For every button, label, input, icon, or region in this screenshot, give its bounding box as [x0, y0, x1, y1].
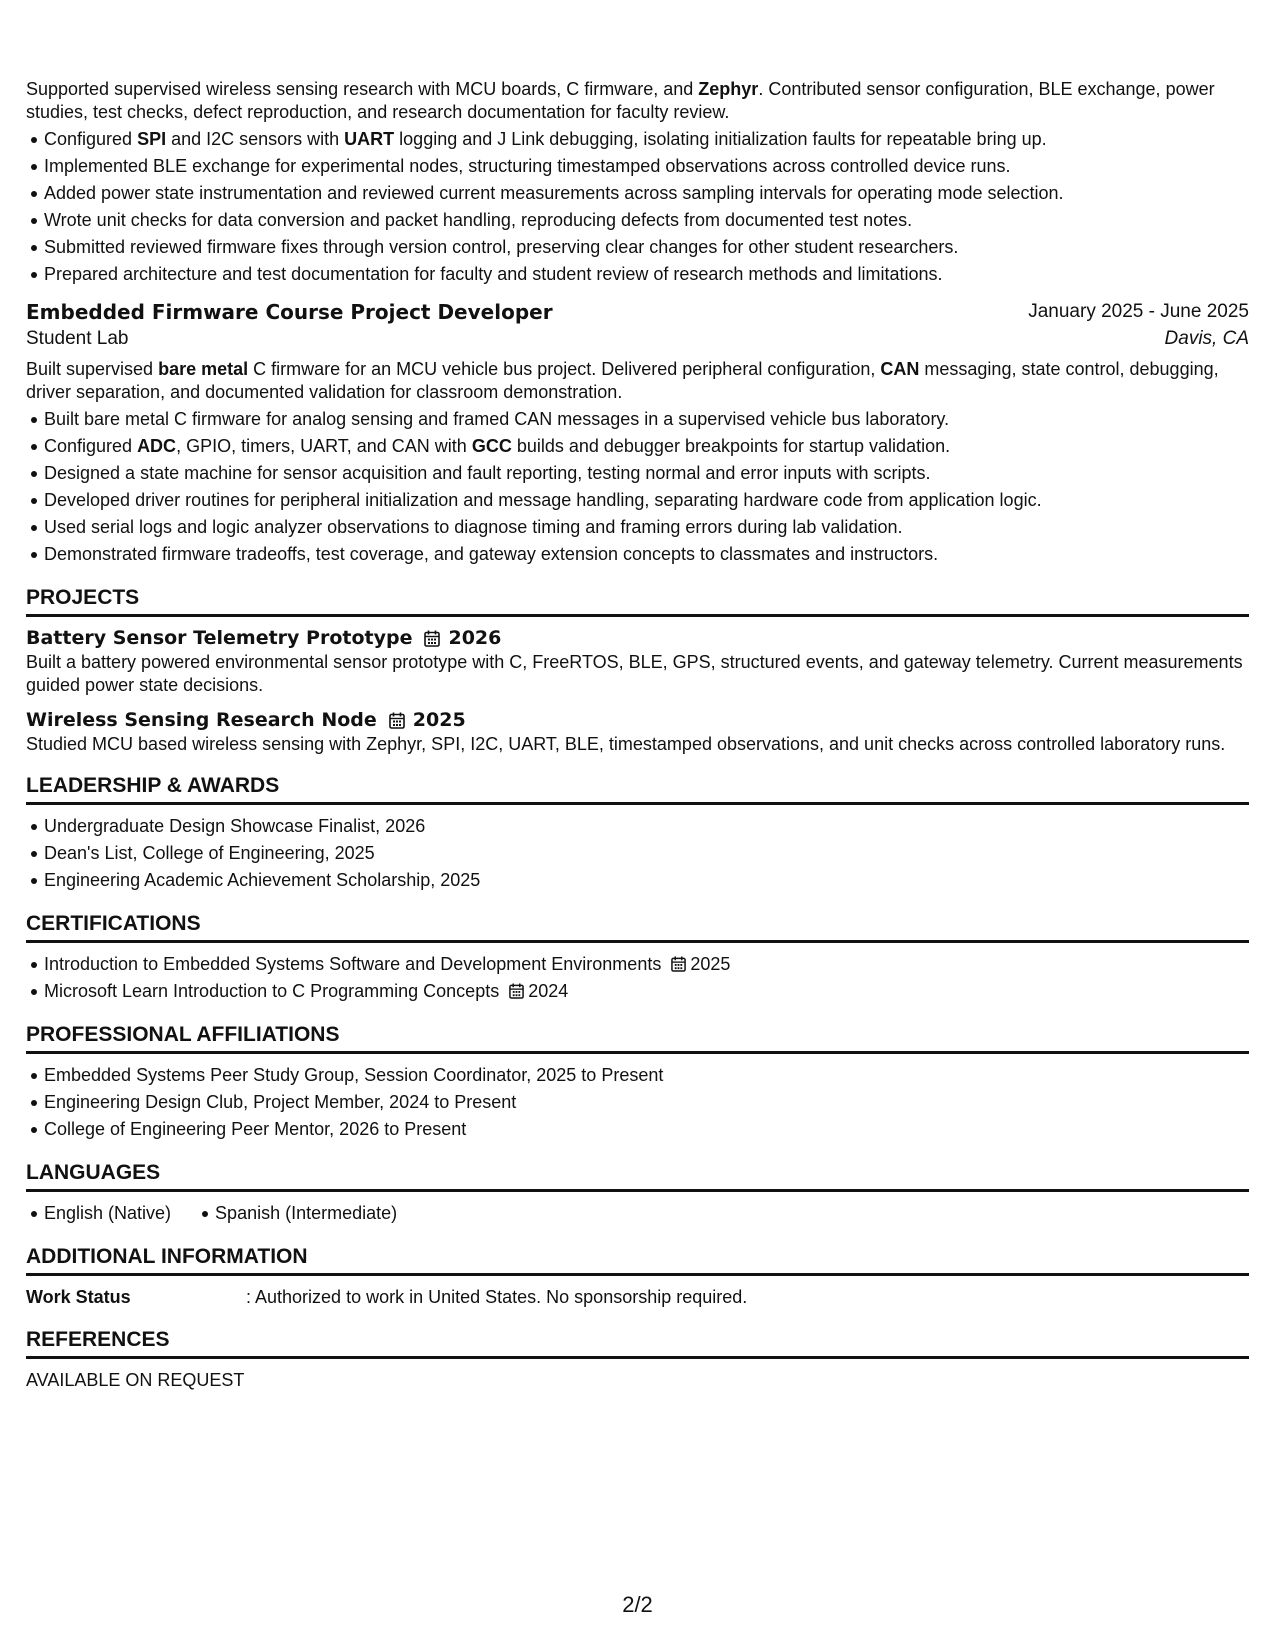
list-item: Dean's List, College of Engineering, 2025 — [44, 840, 1249, 867]
section-title: CERTIFICATIONS — [26, 910, 1249, 943]
experience-research — [26, 78, 1249, 288]
list-item: Embedded Systems Peer Study Group, Session Coordinator, 2025 to Present — [44, 1062, 1249, 1089]
bullet: Implemented BLE exchange for experimental nodes, structuring timestamped observations across controlled device runs. — [44, 153, 1249, 180]
bold-keyword: bare metal — [158, 359, 249, 379]
bullet: Developed driver routines for peripheral initialization and message handling, separating hardware code from application logic. — [44, 487, 1249, 514]
bullet: Prepared architecture and test documentation for faculty and student review of research methods and limitations. — [44, 261, 1249, 288]
calendar-icon — [509, 983, 524, 999]
project-header — [26, 625, 1249, 651]
info-label: Work Status — [26, 1287, 131, 1307]
bold-keyword: SPI — [137, 129, 167, 149]
certifications-section — [26, 910, 1249, 1005]
bold-keyword: ADC — [137, 436, 177, 456]
bullet: Configured ADC, GPIO, timers, UART, and CAN with GCC builds and debugger breakpoints for startup validation. — [44, 433, 1249, 460]
list-item: English (Native) — [44, 1200, 171, 1227]
leadership-list — [26, 813, 1249, 894]
section-title: LEADERSHIP & AWARDS — [26, 772, 1249, 805]
certification-year: 2025 — [690, 954, 731, 974]
certifications-list — [26, 951, 1249, 1005]
bullet: Wrote unit checks for data conversion and packet handling, reproducing defects from documented test notes. — [44, 207, 1249, 234]
certification-name: Introduction to Embedded Systems Software and Development Environments — [44, 954, 662, 974]
project-name: Battery Sensor Telemetry Prototype — [26, 627, 413, 649]
bullet: Configured SPI and I2C sensors with UART logging and J Link debugging, isolating initialization faults for repeatable bring up. — [44, 126, 1249, 153]
affiliations-list — [26, 1062, 1249, 1143]
list-item: College of Engineering Peer Mentor, 2026 to Present — [44, 1116, 1249, 1143]
bold-keyword: Zephyr — [698, 79, 759, 99]
leadership-section — [26, 772, 1249, 894]
languages-list — [26, 1200, 1249, 1227]
languages-section — [26, 1159, 1249, 1227]
bold-keyword: GCC — [471, 436, 512, 456]
list-item: Engineering Academic Achievement Scholarship, 2025 — [44, 867, 1249, 894]
project-year: 2026 — [448, 627, 502, 649]
job-location: Davis, CA — [1164, 328, 1249, 349]
calendar-icon — [389, 712, 405, 729]
projects-section — [26, 584, 1249, 756]
bullet: Submitted reviewed firmware fixes through version control, preserving clear changes for other student researchers. — [44, 234, 1249, 261]
bullet: Added power state instrumentation and reviewed current measurements across sampling intervals for operating mode selection. — [44, 180, 1249, 207]
calendar-icon — [671, 956, 686, 972]
experience-bullets — [26, 126, 1249, 288]
project-name: Wireless Sensing Research Node — [26, 709, 377, 731]
page-number: 2/2 — [622, 1592, 653, 1617]
section-title: PROJECTS — [26, 584, 1249, 617]
project-description: Built a battery powered environmental sensor prototype with C, FreeRTOS, BLE, GPS, structured events, and gateway telemetry. Current measurements guided power state decisions. — [26, 652, 1243, 695]
experience-course-project — [26, 298, 1249, 568]
work-status-row — [26, 1284, 1249, 1310]
job-organization: Student Lab — [26, 328, 129, 349]
project-description: Studied MCU based wireless sensing with Zephyr, SPI, I2C, UART, BLE, timestamped observations, and unit checks across controlled laboratory runs. — [26, 734, 1226, 754]
list-item — [44, 951, 1249, 978]
bullet: Designed a state machine for sensor acquisition and fault reporting, testing normal and error inputs with scripts. — [44, 460, 1249, 487]
project-item — [26, 707, 1249, 756]
bold-keyword: CAN — [880, 359, 920, 379]
calendar-icon — [424, 630, 440, 647]
bullet: Used serial logs and logic analyzer observations to diagnose timing and framing errors during lab validation. — [44, 514, 1249, 541]
additional-info-section — [26, 1243, 1249, 1310]
certification-name: Microsoft Learn Introduction to C Programming Concepts — [44, 981, 500, 1001]
bullet: Demonstrated firmware tradeoffs, test coverage, and gateway extension concepts to classmates and instructors. — [44, 541, 1249, 568]
experience-bullets — [26, 406, 1249, 568]
references-text: AVAILABLE ON REQUEST — [26, 1370, 245, 1390]
bold-keyword: UART — [344, 129, 395, 149]
list-item: Spanish (Intermediate) — [215, 1200, 397, 1227]
bullet: Built bare metal C firmware for analog sensing and framed CAN messages in a supervised vehicle bus laboratory. — [44, 406, 1249, 433]
job-title: Embedded Firmware Course Project Developer — [26, 300, 553, 324]
job-header — [26, 298, 1249, 326]
section-title: LANGUAGES — [26, 1159, 1249, 1192]
info-value: : Authorized to work in United States. No sponsorship required. — [246, 1287, 748, 1307]
project-item — [26, 625, 1249, 697]
list-item: Undergraduate Design Showcase Finalist, 2026 — [44, 813, 1249, 840]
experience-summary: Supported supervised wireless sensing research with MCU boards, C firmware, and Zephyr. Contributed sensor configuration, BLE exchange, power studies, test checks, defect reproduction, and research documentation for faculty review. — [26, 79, 1215, 122]
section-title: PROFESSIONAL AFFILIATIONS — [26, 1021, 1249, 1054]
section-title: ADDITIONAL INFORMATION — [26, 1243, 1249, 1276]
references-section — [26, 1326, 1249, 1393]
affiliations-section — [26, 1021, 1249, 1143]
project-year: 2025 — [412, 709, 466, 731]
certification-year: 2024 — [528, 981, 569, 1001]
job-subheader — [26, 326, 1249, 352]
project-header — [26, 707, 1249, 733]
section-title: REFERENCES — [26, 1326, 1249, 1359]
list-item — [44, 978, 1249, 1005]
experience-summary: Built supervised bare metal C firmware for an MCU vehicle bus project. Delivered peripheral configuration, CAN messaging, state control, debugging, driver separation, and documented validation for classroom demonstration. — [26, 359, 1219, 402]
list-item: Engineering Design Club, Project Member, 2024 to Present — [44, 1089, 1249, 1116]
job-dates: January 2025 - June 2025 — [1028, 301, 1249, 322]
